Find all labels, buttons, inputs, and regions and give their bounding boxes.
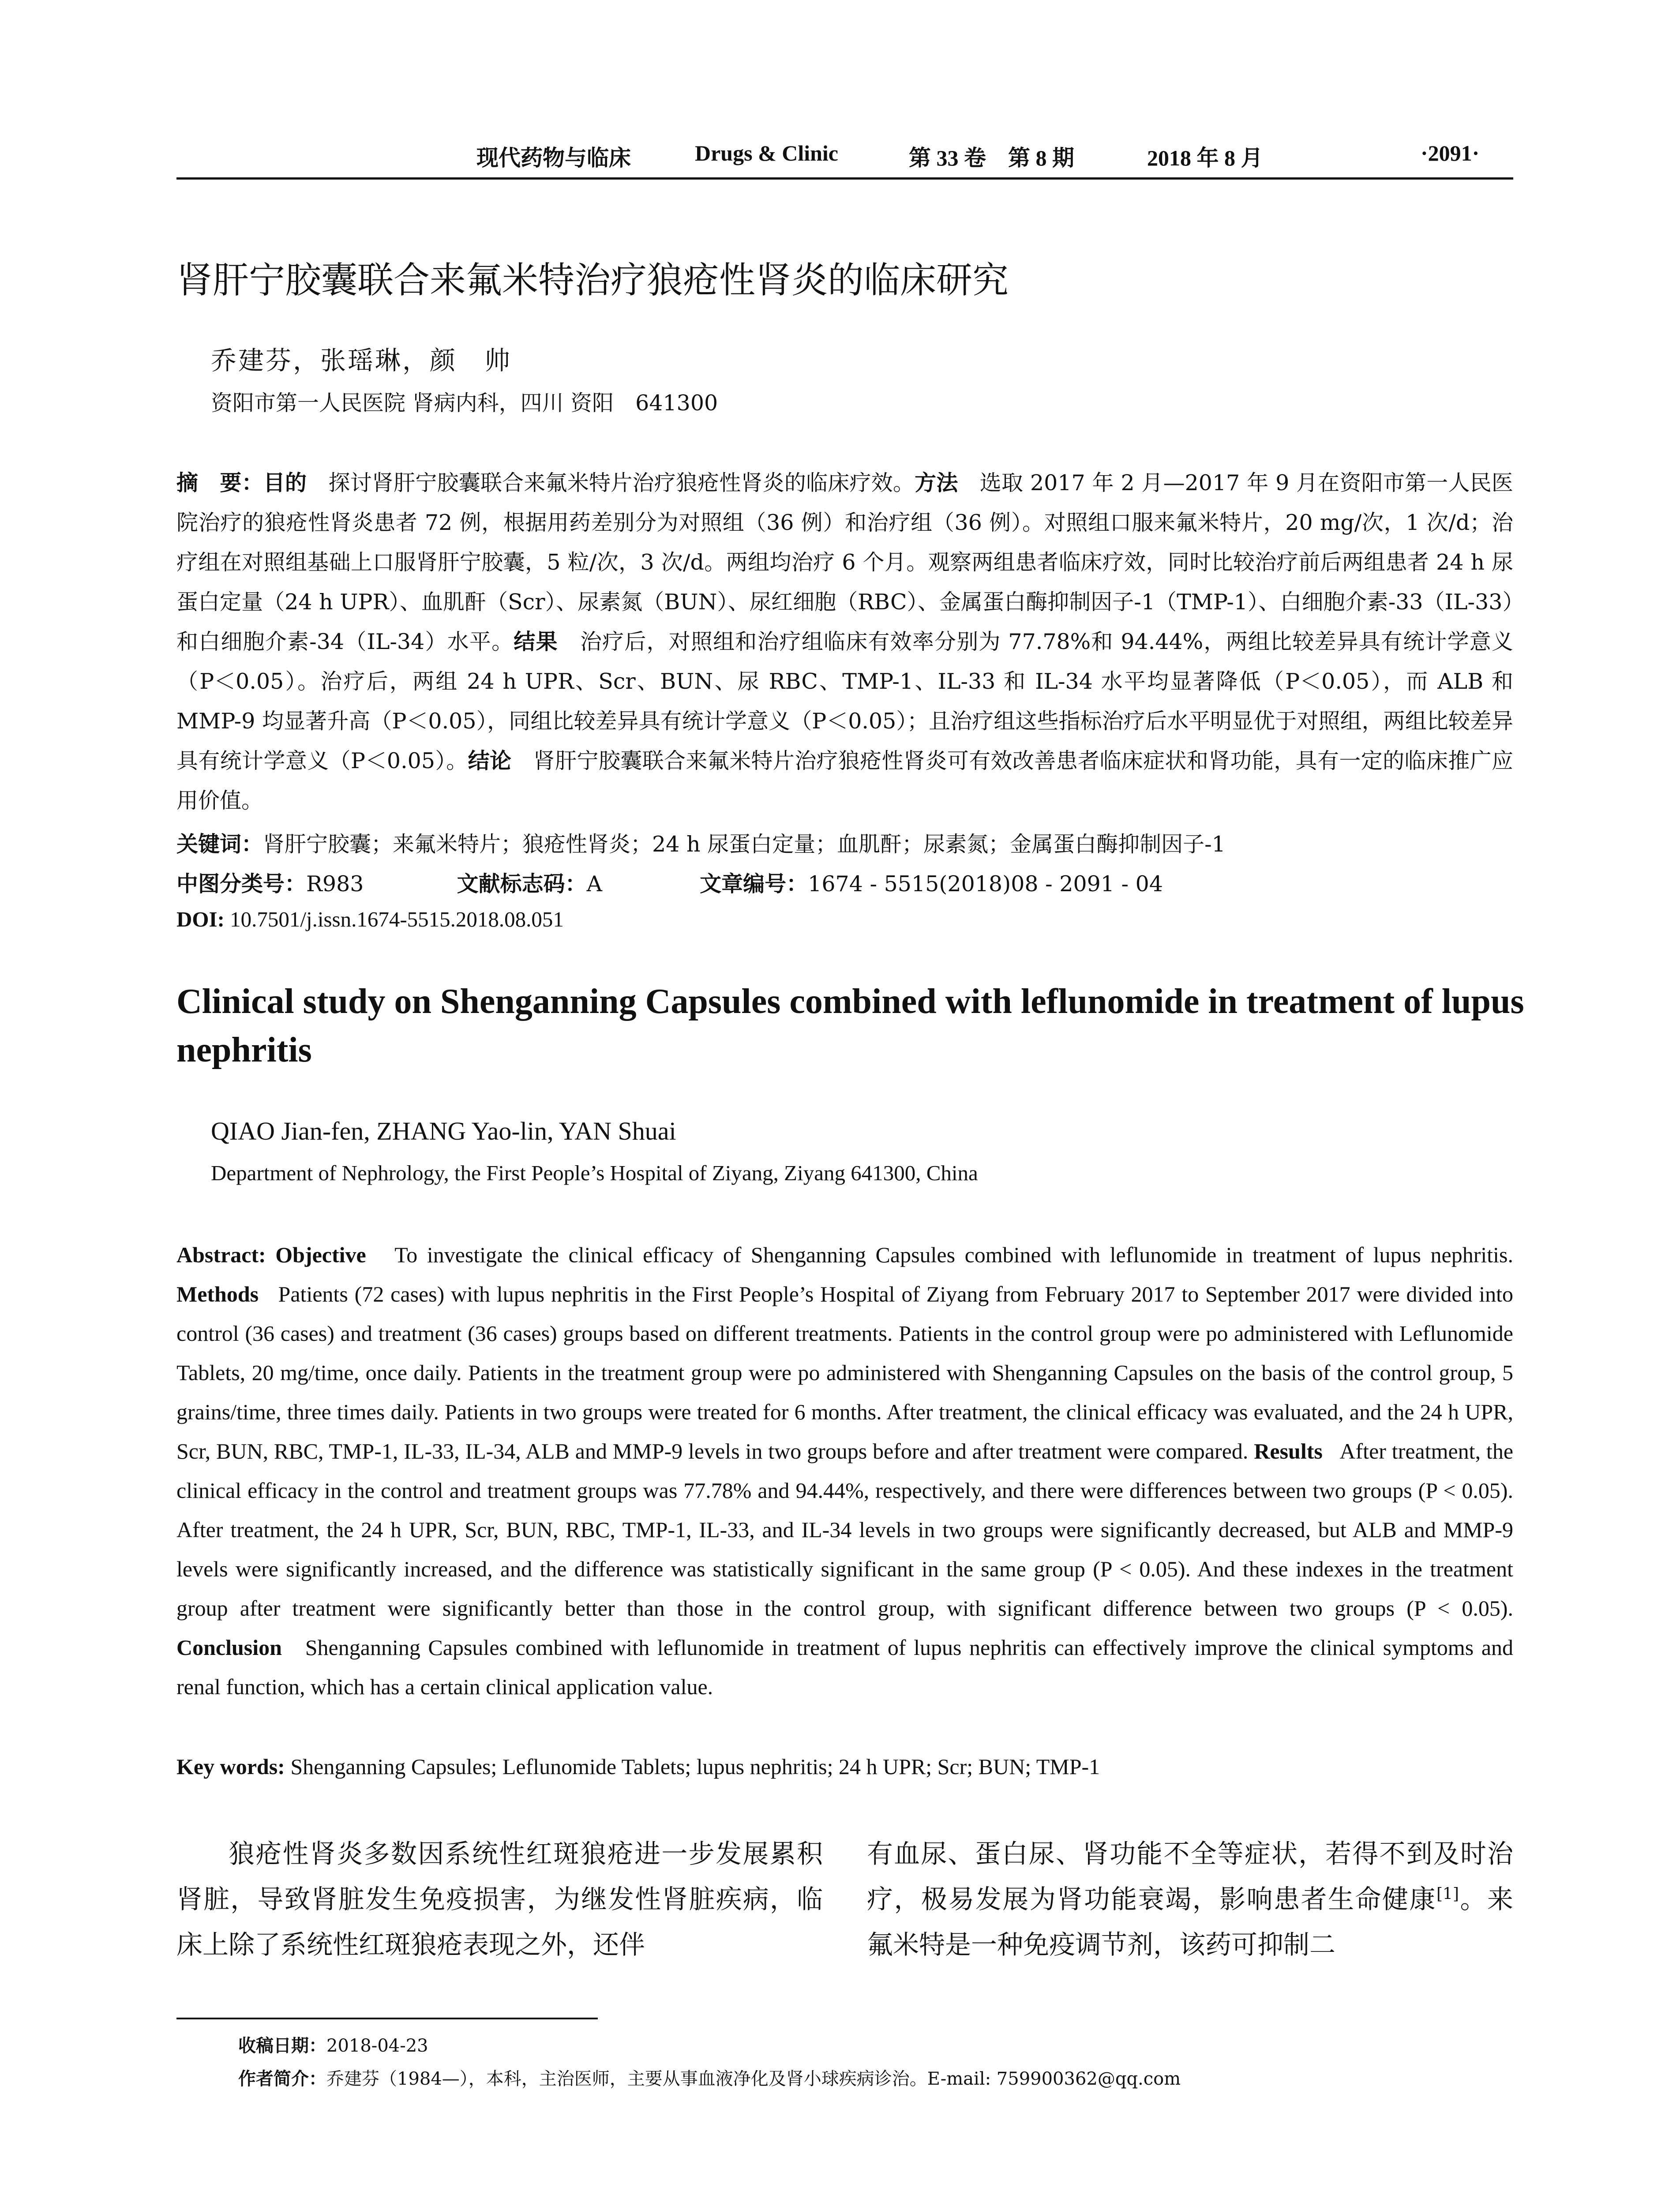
body-right-text-a: 有血尿、蛋白尿、肾功能不全等症状，若得不到及时治疗，极易发展为肾功能衰竭，影响患者生命健康 [867,1838,1513,1914]
citation-ref: [1] [1436,1885,1459,1903]
body-right-text-b: 。来氟米特是一种免疫调节剂，该药可抑制二 [867,1884,1513,1960]
results-label-cn: 结果 [514,629,558,654]
affiliation-en: Department of Nephrology, the First People’s Hospital of Ziyang, Ziyang 641300, China [211,1161,978,1185]
running-header [176,140,1513,180]
keywords-text-cn: 肾肝宁胶囊；来氟米特片；狼疮性肾炎；24 h 尿蛋白定量；血肌酐；尿素氮；金属蛋白酶抑制因子-1 [263,832,1226,857]
conclusion-text-en: Shenganning Capsules combined with leflunomide in treatment of lupus nephritis can effectively improve the clinical symptoms and renal function, which has a certain clinical application value. [176,1635,1514,1699]
received-date: 2018-04-23 [326,2036,428,2056]
volume-issue: 第 33 卷 第 8 期 [909,146,1074,170]
methods-label-cn: 方法 [915,470,958,495]
page-number: ·2091· [1421,141,1480,165]
classification-line [176,867,1163,898]
footnote-rule [176,2018,598,2019]
author-bio-text: 乔建芬（1984—），本科，主治医师，主要从事血液净化及肾小球疾病诊治。E-mail: 759900362@qq.com [326,2069,1181,2089]
doi-line [176,907,564,932]
abstract-label-en: Abstract: Objective [176,1242,366,1267]
article-title-cn: 肾肝宁胶囊联合来氟米特治疗狼疮性肾炎的临床研究 [176,259,1009,301]
results-text-en: After treatment, the clinical efficacy in the control and treatment groups was 77.78% and 94.44%, respectively, and there were differences between two groups (P < 0.05). After treatment, the 24 h UPR, Scr, BUN, RBC, TMP-1, IL-33, and IL-34 levels in two groups were significantly decreased, but ALB and MMP-9 levels were significantly increased, and the difference was statistically significant in the same group (P < 0.05). And these indexes in the treatment group after treatment were significantly better than those in the control group, with significant difference between two groups (P < 0.05). [176,1439,1514,1621]
journal-name-en: Drugs & Clinic [695,141,838,165]
results-text-cn: 治疗后，对照组和治疗组临床有效率分别为 77.78%和 94.44%，两组比较差异具有统计学意义（P＜0.05）。治疗后，两组 24 h UPR、Scr、BUN、尿 RBC、TMP-1、IL-33 和 IL-34 水平均显著降低（P＜0.05），而 ALB 和 MMP-9 均显著升高（P＜0.05），同组比较差异具有统计学意义（P＜0.05）；且治疗组这些指标治疗后水平明显优于对照组，两组比较差异具有统计学意义（P＜0.05）。 [176,629,1513,773]
keywords-label-cn: 关键词： [176,832,263,857]
footnote-received [238,2032,428,2057]
received-label: 收稿日期： [238,2036,326,2056]
body-column-left: 狼疮性肾炎多数因系统性红斑狼疮进一步发展累积肾脏，导致肾脏发生免疫损害，为继发性肾脏疾病，临床上除了系统性红斑狼疮表现之外，还伴 [176,1838,823,1960]
doi-label: DOI: [176,907,225,931]
conclusion-label-cn: 结论 [468,748,512,773]
issue-date: 2018 年 8 月 [1147,146,1263,170]
abstract-label-cn: 摘 要： [176,470,263,495]
methods-text-en: Patients (72 cases) with lupus nephritis in the First People’s Hospital of Ziyang from February 2017 to September 2017 were divided into control (36 cases) and treatment (36 cases) groups based on different treatments. Patients in the control group were po administered with Leflunomide Tablets, 20 mg/time, once daily. Patients in the treatment group were po administered with Shenganning Capsules on the basis of the control group, 5 grains/time, three times daily. Patients in two groups were treated for 6 months. After treatment, the clinical efficacy was evaluated, and the 24 h UPR, Scr, BUN, RBC, TMP-1, IL-33, IL-34, ALB and MMP-9 levels in two groups before and after treatment were compared. [176,1282,1514,1463]
keywords-cn [176,827,1226,858]
journal-name-cn: 现代药物与临床 [476,146,631,170]
keywords-en [176,1754,1100,1779]
objective-text-en: To investigate the clinical efficacy of Shenganning Capsules combined with leflunomide in treatment of lupus nephritis. [394,1242,1513,1267]
clc-value: R983 [306,871,364,897]
doi-value: 10.7501/j.issn.1674-5515.2018.08.051 [224,907,564,931]
clc-label: 中图分类号： [176,871,307,897]
author-bio-label: 作者简介： [238,2069,326,2089]
header-rule [176,177,1513,180]
affiliation-cn: 资阳市第一人民医院 肾病内科，四川 资阳 641300 [211,390,718,416]
body-column-right [867,1831,1513,1967]
doc-code-label: 文献标志码： [457,871,587,897]
keywords-text-en: Shenganning Capsules; Leflunomide Tablets; lupus nephritis; 24 h UPR; Scr; BUN; TMP-1 [285,1754,1100,1779]
keywords-label-en: Key words: [176,1754,285,1779]
abstract-cn [176,463,1513,821]
authors-cn: 乔建芬，张瑶琳，颜 帅 [211,345,512,375]
abstract-en [176,1235,1513,1707]
article-number-label: 文章编号： [700,871,808,897]
methods-label-en: Methods [176,1282,259,1306]
results-label-en: Results [1254,1439,1323,1463]
doc-code-value: A [586,871,602,897]
footnote-author [238,2065,1181,2090]
conclusion-text-cn: 肾肝宁胶囊联合来氟米特片治疗狼疮性肾炎可有效改善患者临床症状和肾功能，具有一定的临床推广应用价值。 [176,748,1513,813]
article-number-value: 1674 - 5515(2018)08 - 2091 - 04 [808,871,1163,897]
conclusion-label-en: Conclusion [176,1635,282,1660]
methods-text-cn: 选取 2017 年 2 月—2017 年 9 月在资阳市第一人民医院治疗的狼疮性肾炎患者 72 例，根据用药差别分为对照组（36 例）和治疗组（36 例）。对照组口服来氟米特片，20 mg/次，1 次/d；治疗组在对照组基础上口服肾肝宁胶囊，5 粒/次，3 次/d。两组均治疗 6 个月。观察两组患者临床疗效，同时比较治疗前后两组患者 24 h 尿蛋白定量（24 h UPR）、血肌酐（Scr）、尿素氮（BUN）、尿红细胞（RBC）、金属蛋白酶抑制因子-1（TMP-1）、白细胞介素-33（IL-33）和白细胞介素-34（IL-34）水平。 [176,470,1513,654]
objective-label-cn: 目的 [263,470,307,495]
objective-text-cn: 探讨肾肝宁胶囊联合来氟米特片治疗狼疮性肾炎的临床疗效。 [328,470,915,495]
article-title-en: Clinical study on Shenganning Capsules combined with leflunomide in treatment of lupus nephritis [176,982,1524,1069]
authors-en: QIAO Jian-fen, ZHANG Yao-lin, YAN Shuai [211,1117,676,1145]
